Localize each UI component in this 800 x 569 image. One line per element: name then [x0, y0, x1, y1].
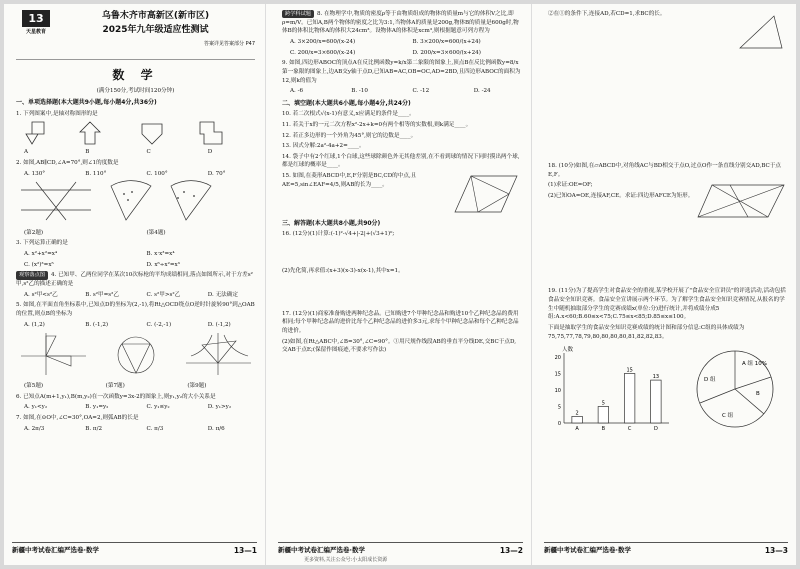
q4-tag: 观察落点图 [16, 271, 48, 279]
question-15: 15. 如图,在菱形ABCD中,E,F分别是BC,CD的中点,且AE=5,sin∠EAF=4/5,则AB的长为____。 [282, 173, 417, 188]
pie-label-a: A 组 10% [741, 361, 767, 368]
question-10: 10. 若二次根式√(x-1)有意义,x应满足的条件是____。 [282, 111, 415, 118]
question-16b: (2)先化简,再求值:(x+3)(x-3)-x(x-1),其中x=1。 [282, 268, 404, 275]
q6-option: B. y₁=y₂ [85, 404, 109, 411]
question-18a: (1)求证:OE=OF; [548, 182, 593, 189]
y-tick-label: 5 [557, 404, 561, 411]
score-info: (满分150分,考试时间120分钟) [96, 87, 175, 94]
q5-option: B. (-1,2) [85, 321, 109, 328]
q5-option: D. (-1,2) [207, 321, 231, 328]
question-8 [282, 10, 521, 36]
q6-option: C. y₁≤y₂ [146, 404, 170, 411]
bar-category-label: D [653, 426, 658, 433]
question-14: 14. 袋子中有2个红球,1个白球,这些球除颜色外无其他差别,在不看到球的情况下同时摸出两个球,都是红球的概率是____。 [282, 153, 520, 169]
question-17b: (2)如图,在Rt△ABC中,∠B=30°,∠C=90°。①用尺规作线段AB的垂直平分线DE,交BC于点D,交AB于点E;(保留作图痕迹,不要求写作法) [282, 338, 517, 354]
figure-captions-2 [24, 382, 255, 391]
q2-options [24, 170, 255, 179]
footer-title: 新疆中考试卷汇编严选卷·数学 [12, 546, 99, 555]
fig-caption: (第2题) [24, 229, 44, 236]
q18-parts [548, 181, 696, 221]
answer-space [282, 241, 521, 267]
question-19: 19. (11分)为了提高学生对食品安全的重视,某学校开展了"食品安全宣讲员"的评选活动,活动包括食品安全知识竞赛。食品安全宣讲展示两个环节。为了解学生食品安全知识竞赛情况,从报名的学生中随机抽取部分学生的竞赛成绩x(单位:分)进行统计,并将成绩分成5组:A.x<60;B.60≤x<75;C.75≤x<85;D.85≤x≤100。 [548, 288, 786, 321]
q1-figures [22, 120, 255, 146]
coordinate-diagram [21, 333, 86, 375]
q8-text: 8. 在物理学中,物质的密度ρ等于由物质组成的物体的质量m与它的体积V之比,即ρ=m/V。已知A,B两个物体的密度之比为3:1,当物体A的质量是200g,物体B的质量是600g时,物体B的体积比物体A的体积大24cm³。设物体A的体积是xcm³,则根据题意可列方程为 [282, 11, 519, 35]
q9-options [290, 87, 521, 96]
exam-title-line1: 乌鲁木齐市高新区(新市区) [101, 11, 210, 21]
q5-option: C. (-2,-1) [146, 321, 172, 328]
footer-title: 新疆中考试卷汇编严选卷·数学 [278, 546, 365, 555]
bar [572, 417, 583, 424]
q1-option: C [146, 149, 151, 156]
shape-d-icon [200, 122, 222, 144]
pie-label-b: B [755, 391, 760, 398]
q2-option: C. 100° [146, 170, 168, 177]
hyperbola-diagram [186, 333, 251, 375]
section-1-title: 一、单项选择题(本大题共9小题,每小题4分,共36分) [16, 99, 157, 107]
question-3: 3. 下列运算正确的是 [16, 240, 68, 247]
answer-space [282, 278, 521, 310]
q7-option: A. 2π/3 [24, 425, 45, 432]
q3-option: C. (x²)³=x⁵ [24, 261, 54, 268]
paper-number: 13 [22, 10, 50, 27]
y-tick-label: 10 [554, 388, 561, 395]
q1-option: B [85, 149, 90, 156]
q3-option: B. x·x³=x⁴ [146, 251, 175, 258]
page-footer-2 [278, 542, 523, 557]
question-12: 12. 若正多边形的一个外角为45°,则它的边数是____。 [282, 132, 417, 139]
y-tick-label: 0 [557, 421, 561, 428]
circle-diagram [118, 337, 154, 373]
page-2 [270, 4, 532, 565]
javelin-fan-diagram [111, 181, 211, 220]
bar [598, 407, 609, 424]
q1-options [24, 148, 255, 157]
parallelogram-diagram [696, 181, 786, 221]
question-18: 18. (10分)如图,在▱ABCD中,对角线AC与BD相交于点O,过点O作一条直线分别交AD,BC于点E,F。 [548, 163, 782, 178]
question-4 [16, 271, 255, 288]
q7-option: B. π/2 [85, 425, 103, 432]
bar-category-label: A [575, 426, 579, 433]
q8-tag: 跨学科试题 [282, 10, 314, 18]
q8-option: C. 200/x=3×600/(x-24) [290, 49, 356, 56]
question-16: 16. (12分)(1)计算:(-1)²-√4+|-2|+(√3+1)⁰; [282, 231, 395, 238]
triangle-diagram [736, 10, 786, 54]
q6-option: A. y₁<y₂ [24, 404, 48, 411]
q2-option: A. 130° [24, 170, 46, 177]
bar-value-label: 5 [601, 400, 605, 407]
question-9: 9. 如图,四边形ABOC的顶点A在反比例函数y=k/x第二象限的图象上,顶点B在反比例函数y=8/x第一象限的图象上,边AB交y轴于点D,已知AB=AC,OB=OC,AD=2BD,且四边形ABOC的面积为12,则k的值为 [282, 60, 521, 84]
question-2: 2. 如图,AB∥CD,∠A=70°,则∠1的度数是 [16, 159, 119, 166]
q8-options-row2 [290, 49, 521, 58]
bar-category-label: B [601, 426, 606, 433]
fig-caption: (第7题) [105, 383, 125, 390]
question-13: 13. 因式分解:2a²-4a+2=____。 [282, 143, 365, 150]
bar-value-label: 13 [652, 374, 660, 381]
q3-option: A. x²+x²=x⁴ [24, 251, 58, 258]
q4-text: 4. 已知甲、乙两位同学在某次10次标枪的平均成绩相同,落点如图所示,对于方差s²甲,s²乙的描述正确的是 [16, 272, 253, 288]
q2-option: D. 70° [207, 170, 226, 177]
q5-options [24, 321, 255, 330]
page-footer-3 [544, 542, 788, 557]
section-3-title: 三、解答题(本大题共8小题,共90分) [282, 220, 381, 228]
question-17c: ②在①的条件下,连接AD,若CD=1,求BC的长。 [548, 11, 666, 17]
y-tick-label: 15 [554, 371, 561, 378]
question-5: 5. 如图,在平面直角坐标系中,已知点D的坐标为(2,-1),将Rt△OCD绕点O逆时针旋转90°到△OAB的位置,则点B的坐标为 [16, 302, 255, 318]
bar [651, 380, 662, 423]
q8-option: B. 3×200/x=600/(x+24) [412, 38, 481, 45]
figure-captions-1 [24, 229, 255, 238]
bar [624, 374, 635, 424]
q8-option: A. 3×200/x=600/(x-24) [290, 38, 356, 45]
exam-titles [56, 10, 255, 49]
q7-options [24, 425, 255, 434]
bar-chart [548, 343, 674, 435]
bar-chart-ylabel: 人数 [562, 347, 574, 354]
pie-label-c: C 组 [721, 413, 733, 420]
q6-options [24, 403, 255, 412]
answer-space [548, 221, 786, 287]
page-number: 13—1 [233, 546, 257, 556]
fig-caption: (第5题) [24, 383, 44, 390]
q8-options [290, 38, 521, 47]
q15-row [282, 172, 521, 216]
q3-options [24, 250, 255, 259]
question-18b: (2)已知OA=OE,连接AF,CE。求证:四边形AFCE为矩形。 [548, 192, 694, 199]
q18-row [548, 181, 786, 221]
q9-option: A. -6 [290, 88, 304, 95]
question-7: 7. 如图,在⊙O中,∠C=30°,OA=2,则弧AB的长是 [16, 415, 139, 422]
question-6: 6. 已知点A(m+1,y₁),B(m,y₂)在一次函数y=3x-2的图象上,则y₁,y₂的大小关系是 [16, 393, 216, 400]
q4-option: A. s²甲<s²乙 [24, 291, 58, 298]
shape-a-icon [26, 122, 44, 144]
q4-option: C. s²甲>s²乙 [146, 291, 181, 298]
page-1 [4, 4, 266, 565]
pie-chart [680, 343, 786, 435]
shape-b-icon [80, 122, 100, 144]
q1-shapes [22, 120, 252, 146]
q7-option: C. π/3 [146, 425, 164, 432]
y-tick-label: 20 [554, 355, 561, 362]
q9-option: B. -10 [351, 88, 368, 95]
rhombus-diagram [451, 172, 521, 216]
q4-option: B. s²甲=s²乙 [85, 291, 120, 298]
q1-option: D [207, 149, 213, 156]
q8-option: D. 200/x=3×600/(x+24) [412, 49, 481, 56]
q5-q7-q9-figures [16, 331, 256, 377]
q3-option: D. x⁶÷x²=x³ [146, 261, 180, 268]
fig-caption: (第4题) [146, 229, 166, 236]
subject-title: 数 学 [112, 68, 159, 82]
question-17: 17. (12分)(1)商家准备购进两种纪念品。已知购进7个甲种纪念品和购进10个乙种纪念品的费用相同;每个甲种纪念品的进价比每个乙种纪念品的进价多3元,求每个甲种纪念品和每个乙种纪念品的进价。 [282, 310, 519, 335]
page-3 [536, 4, 796, 565]
q6-option: D. y₁>y₂ [207, 404, 232, 411]
exam-title-line2: 2025年九年级适应性测试 [102, 24, 209, 35]
pie-label-d: D 组 [703, 377, 716, 384]
question-19b: 下面是抽取学生的食品安全知识竞赛成绩的统计图和部分信息:C组的具体成绩为75,75,77,78,79,80,80,80,80,81,82,82,83。 [548, 324, 745, 340]
exam-header [16, 10, 255, 60]
page-number: 13—3 [764, 546, 788, 556]
bar-category-label: C [627, 426, 632, 433]
q9-option: C. -12 [412, 88, 430, 95]
shape-c-icon [142, 124, 162, 144]
footer-title: 新疆中考试卷汇编严选卷·数学 [544, 546, 631, 555]
q17c-row [548, 10, 786, 54]
page-footer-1 [12, 542, 257, 557]
parallel-lines-diagram [21, 182, 91, 220]
q4-options [24, 291, 255, 300]
q2-q4-figures [16, 180, 256, 224]
q7-option: D. π/6 [207, 425, 225, 432]
brand-name: 天星教育 [25, 29, 46, 36]
q9-option: D. -24 [473, 88, 491, 95]
page-number: 13—2 [499, 546, 523, 556]
q1-option: A [24, 149, 29, 156]
q2-option: B. 110° [85, 170, 107, 177]
bar-value-label: 2 [575, 410, 579, 417]
question-11: 11. 若关于x的一元二次方程x²-2x+k=0有两个相等的实数根,则k满足____。 [282, 121, 472, 128]
q19-charts [548, 343, 786, 435]
answer-ref: 答案详见答案部分 P47 [204, 40, 255, 47]
q5-option: A. (1,2) [24, 321, 45, 328]
section-2-title: 二、填空题(本大题共6小题,每小题4分,共24分) [282, 99, 411, 107]
brand-logo [16, 10, 56, 37]
exam-spread [4, 4, 796, 565]
fig-caption: (第9题) [187, 383, 207, 390]
question-1: 1. 下列图案中,是轴对称图形的是 [16, 110, 98, 117]
bottom-note: 更多资料,关注公众号:小太阳成长资源 [304, 557, 388, 563]
q4-option: D. 无法确定 [207, 291, 238, 298]
bar-value-label: 15 [626, 367, 633, 374]
q3-options-row2 [24, 261, 255, 270]
answer-space [548, 54, 786, 162]
